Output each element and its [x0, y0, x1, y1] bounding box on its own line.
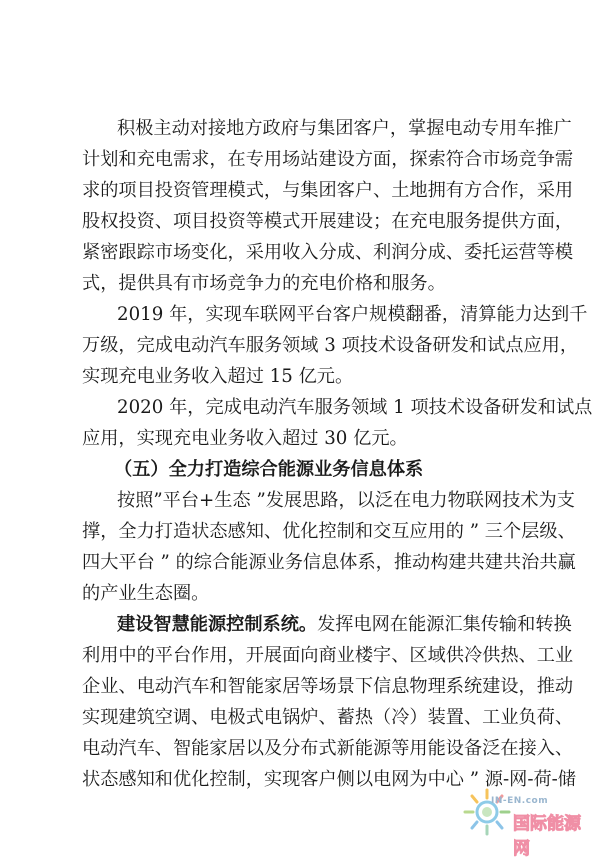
paragraph-line: 求的项目投资管理模式，与集团客户、土地拥有方合作，采用: [82, 180, 574, 201]
paragraph-line: 实现建筑空调、电极式电锅炉、蓄热（冷）装置、工业负荷、: [82, 707, 574, 728]
paragraph-line: 企业、电动汽车和智能家居等场景下信息物理系统建设，推动: [82, 676, 574, 697]
bold-lead: 建设智慧能源控制系统。: [117, 614, 318, 635]
paragraph-line: 的产业生态圈。: [82, 583, 210, 604]
paragraph-line: 利用中的平台作用，开展面向商业楼宇、区域供冷供热、工业: [82, 645, 574, 666]
paragraph-line: 撑，全力打造状态感知、优化控制和交互应用的 ” 三个层级、: [82, 521, 576, 542]
sun-icon: [461, 786, 513, 838]
paragraph-line: 计划和充电需求，在专用场站建设方面，探索符合市场竞争需: [82, 149, 574, 170]
paragraph-line: 积极主动对接地方政府与集团客户，掌握电动专用车推广: [117, 118, 572, 139]
paragraph-line: 万级，完成电动汽车服务领域 3 项技术设备研发和试点应用，: [82, 335, 579, 356]
watermark-name: 国际能源网: [513, 814, 581, 859]
paragraph-line: 应用，实现充电业务收入超过 30 亿元。: [82, 428, 408, 449]
paragraph-line: 紧密跟踪市场变化，采用收入分成、利润分成、委托运营等模: [82, 242, 574, 263]
paragraph-line: 2019 年，实现车联网平台客户规模翻番，清算能力达到千: [117, 304, 588, 325]
paragraph-line: 按照”平台+生态 ”发展思路，以泛在电力物联网技术为支: [117, 490, 575, 511]
paragraph-line: 四大平台 ” 的综合能源业务信息体系，推动构建共建共治共赢: [82, 552, 576, 573]
paragraph-line: [117, 610, 572, 640]
paragraph-line: 状态感知和优化控制，实现客户侧以电网为中心 ” 源-网-荷-储: [82, 769, 576, 790]
section-heading: （五）全力打造综合能源业务信息体系: [114, 459, 424, 480]
watermark-logo: [455, 782, 595, 859]
paragraph-line: 股权投资、项目投资等模式开展建设；在充电服务提供方面，: [82, 211, 574, 232]
paragraph-line: 实现充电业务收入超过 15 亿元。: [82, 366, 354, 387]
paragraph-line: 电动汽车、智能家居以及分布式新能源等用能设备泛在接入、: [82, 738, 574, 759]
paragraph-line: 2020 年，完成电动汽车服务领域 1 项技术设备研发和试点: [117, 397, 593, 418]
paragraph-line: 式，提供具有市场竞争力的充电价格和服务。: [82, 273, 446, 294]
lead-continuation: 发挥电网在能源汇集传输和转换: [317, 614, 572, 635]
watermark-url: IN-EN.com: [491, 796, 549, 806]
